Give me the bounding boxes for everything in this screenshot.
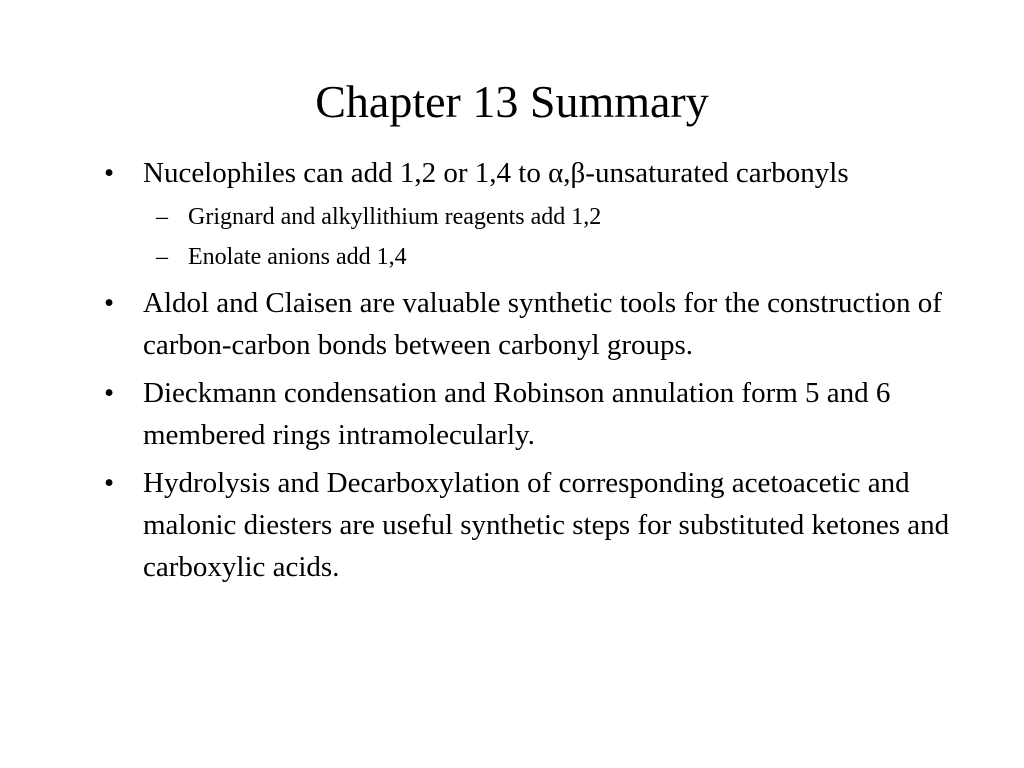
bullet-item [100,372,960,456]
bullet-glyph: • [104,467,115,499]
slide-body [100,152,960,594]
sub-bullet-glyph: – [156,204,168,230]
bullet-item [100,462,960,588]
bullet-text: Hydrolysis and Decarboxylation of corresponding acetoacetic and malonic diesters are useful synthetic steps for substituted ketones and carboxylic acids. [143,467,950,583]
sub-bullet-text: Grignard and alkyllithium reagents add 1,2 [188,204,602,230]
bullet-text: Dieckmann condensation and Robinson annulation form 5 and 6 membered rings intramolecularly. [143,377,891,451]
bullet-glyph: • [104,287,115,319]
sub-bullet-list [100,200,960,274]
bullet-item [100,282,960,366]
bullet-glyph: • [104,377,115,409]
bullet-glyph: • [104,157,115,189]
sub-bullet-item [100,240,960,274]
bullet-text: Nucelophiles can add 1,2 or 1,4 to α,β-unsaturated carbonyls [143,157,849,189]
sub-bullet-glyph: – [156,244,168,270]
sub-bullet-item [100,200,960,234]
slide-title: Chapter 13 Summary [315,76,709,127]
sub-bullet-text: Enolate anions add 1,4 [188,244,407,270]
bullet-text: Aldol and Claisen are valuable synthetic tools for the construction of carbon-carbon bonds between carbonyl groups. [143,287,942,361]
bullet-item [100,152,960,194]
